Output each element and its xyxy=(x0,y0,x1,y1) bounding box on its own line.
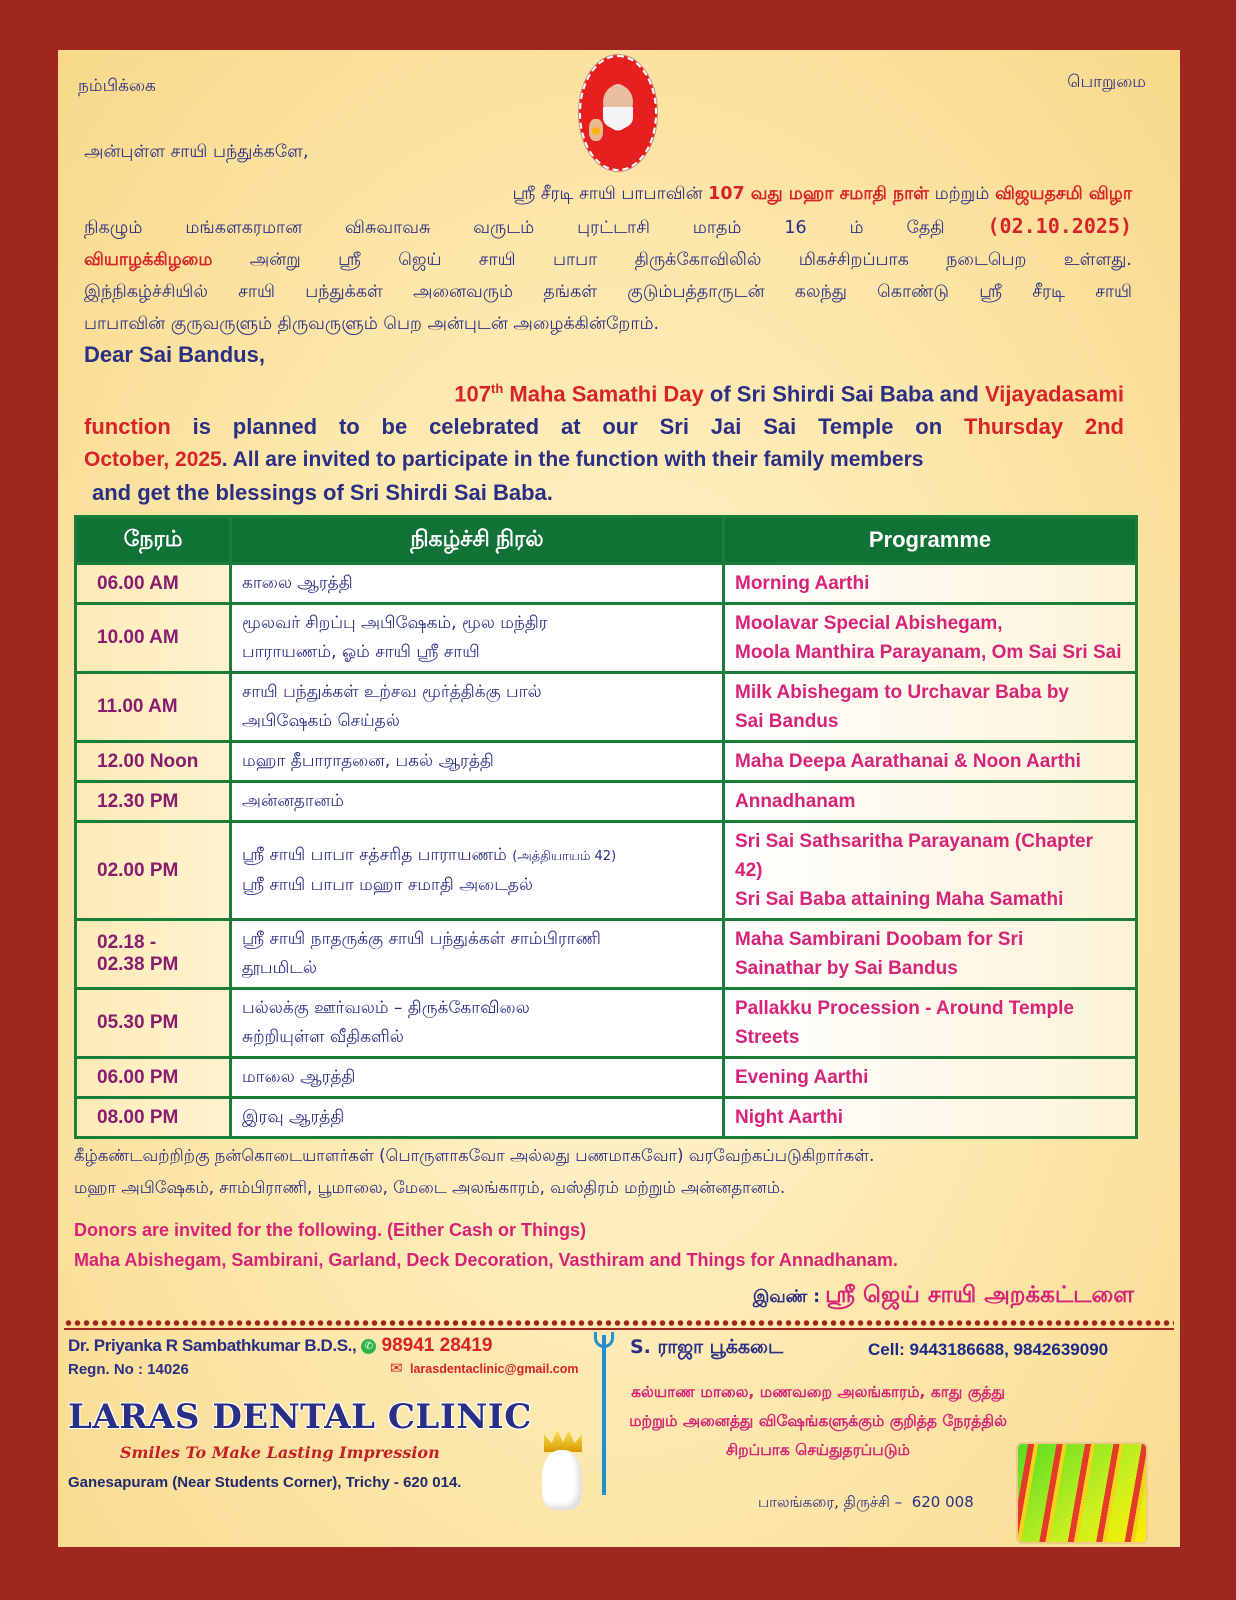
cell-english xyxy=(724,1058,1137,1098)
tooth-icon xyxy=(542,1450,582,1510)
cell-english-text: Moola Manthira Parayanam, Om Sai Sri Sai xyxy=(735,642,1122,663)
table-row xyxy=(76,989,1137,1058)
cell-english-line xyxy=(735,707,1125,736)
clinic-regn-row xyxy=(68,1357,598,1383)
cell-tamil-line xyxy=(242,678,712,707)
cell-english-text: Milk Abishegam to Urchavar Baba by xyxy=(735,682,1070,703)
tamil-date: (02.10.2025) xyxy=(987,214,1132,238)
clinic-address: Ganesapuram (Near Students Corner), Trichy - 620 014. xyxy=(68,1474,462,1491)
cell-english-line xyxy=(735,569,1125,598)
cell-english-text: Moolavar Special Abishegam, xyxy=(735,613,1003,634)
table-row xyxy=(76,564,1137,604)
cell-tamil xyxy=(231,989,724,1058)
cell-tamil-text: ஸ்ரீ சாயி பாபா மஹா சமாதி அடைதல் xyxy=(242,875,533,895)
cell-english-line xyxy=(735,1063,1125,1092)
florist-name: S. ராஜா பூக்கடை xyxy=(630,1336,784,1358)
cell-english-line xyxy=(735,609,1125,638)
donors-english-2: Maha Abishegam, Sambirani, Garland, Deck Decoration, Vasthiram and Things for Annadhanam. xyxy=(74,1250,898,1270)
english-l2-a: function xyxy=(84,414,171,440)
english-l2-c: Thursday 2nd xyxy=(964,414,1125,440)
clinic-phone[interactable]: 98941 28419 xyxy=(381,1335,493,1356)
cell-english-text: Morning Aarthi xyxy=(735,573,870,594)
cell-english-text: Annadhanam xyxy=(735,791,856,812)
cell-english xyxy=(724,673,1137,742)
cell-time-line xyxy=(97,860,219,882)
cell-tamil-line xyxy=(242,609,712,638)
cell-tamil xyxy=(231,1098,724,1138)
tamil-line-4: இந்நிகழ்ச்சியில் சாயி பந்துக்கள் அனைவரும் தங்கள் குடும்பத்தாருடன் கலந்து கொண்டு ஸ்ரீ சீரடி சாயி xyxy=(84,282,1132,302)
cell-tamil-line xyxy=(242,1023,712,1052)
clinic-tagline: Smiles To Make Lasting Impression xyxy=(120,1443,440,1462)
english-line-2 xyxy=(84,410,1124,443)
tamil-line-1 xyxy=(84,178,1132,210)
cell-time-text: 02.18 - xyxy=(97,932,157,953)
cell-english xyxy=(724,604,1137,673)
cell-tamil-line xyxy=(242,747,712,776)
florist-cell[interactable]: Cell: 9443186688, 9842639090 xyxy=(868,1340,1109,1359)
table-row xyxy=(76,920,1137,989)
cell-tamil-text: பாராயணம், ஓம் சாயி ஸ்ரீ சாயி xyxy=(242,642,480,662)
cell-english-text: Sri Sai Sathsaritha Parayanam (Chapter 42) xyxy=(735,831,1093,881)
garland-image xyxy=(1016,1442,1148,1544)
donors-english-1: Donors are invited for the following. (Either Cash or Things) xyxy=(74,1220,587,1240)
tamil-day: வியாழக்கிழமை xyxy=(84,250,213,270)
cell-time-line xyxy=(97,1107,219,1129)
cell-time-line xyxy=(97,954,219,976)
english-greeting: Dear Sai Bandus, xyxy=(84,342,265,367)
tamil-line-3 xyxy=(84,244,1132,276)
cell-time xyxy=(76,989,231,1058)
cell-tamil xyxy=(231,604,724,673)
table-row xyxy=(76,822,1137,920)
cell-english xyxy=(724,989,1137,1058)
english-ordinal-suffix: th xyxy=(491,381,504,396)
cell-tamil-line xyxy=(242,871,712,900)
cell-time-text: 02.00 PM xyxy=(97,859,179,881)
header-time: நேரம் xyxy=(76,517,231,564)
cell-time-text: 02.38 PM xyxy=(97,954,179,975)
cell-time-line xyxy=(97,751,219,773)
signature-org: ஸ்ரீ ஜெய் சாயி அறக்கட்டளை xyxy=(825,1282,1134,1308)
cell-tamil-line xyxy=(242,925,712,954)
cell-tamil-text: அபிஷேகம் செய்தல் xyxy=(242,711,400,731)
tamil-l2-a: நிகழும் மங்களகரமான விசுவாவசு வருடம் புரட்டாசி மாதம் 16 ம் தேதி xyxy=(84,218,988,238)
cell-tamil-text: மூலவர் சிறப்பு அபிஷேகம், மூல மந்திர xyxy=(242,613,548,633)
cell-time-text: 08.00 PM xyxy=(97,1106,179,1128)
cell-english xyxy=(724,1098,1137,1138)
chapter-note: (அத்தியாயம் 42) xyxy=(512,849,617,864)
cell-tamil xyxy=(231,920,724,989)
donors-tamil xyxy=(74,1140,874,1204)
cell-tamil-text: சாயி பந்துக்கள் உற்சவ மூர்த்திக்கு பால் xyxy=(242,682,542,702)
clinic-doctor-row xyxy=(68,1335,598,1357)
english-line-4: and get the blessings of Sri Shirdi Sai Baba. xyxy=(92,480,553,506)
cell-time-line xyxy=(97,1012,219,1034)
cell-tamil xyxy=(231,782,724,822)
cell-time-line xyxy=(97,573,219,595)
cell-tamil-line xyxy=(242,994,712,1023)
english-l1-d: Vijayadasami xyxy=(984,381,1124,407)
tamil-line-2 xyxy=(84,210,1132,244)
cell-tamil-text: ஸ்ரீ சாயி பாபா சத்சரித பாராயணம் xyxy=(242,845,507,865)
cell-tamil-text: தூபமிடல் xyxy=(242,958,317,978)
tamil-greeting: அன்புள்ள சாயி பந்துக்களே, xyxy=(84,142,309,162)
cell-tamil-text: மாலை ஆரத்தி xyxy=(242,1067,356,1087)
header-right-word: பொறுமை xyxy=(1067,72,1146,92)
cell-tamil-text: பல்லக்கு ஊர்வலம் – திருக்கோவிலை xyxy=(242,998,530,1018)
cell-english xyxy=(724,782,1137,822)
cell-time xyxy=(76,1058,231,1098)
cell-english-line xyxy=(735,925,1125,954)
cell-tamil-text: மஹா தீபாராதனை, பகல் ஆரத்தி xyxy=(242,751,494,771)
cell-tamil-text: அன்னதானம் xyxy=(242,791,344,811)
cell-english-line xyxy=(735,787,1125,816)
english-line-3 xyxy=(84,443,1124,476)
clinic-regn: Regn. No : 14026 xyxy=(68,1361,189,1378)
florist-services xyxy=(618,1378,1018,1465)
cell-tamil-line xyxy=(242,1103,712,1132)
portrait-glow xyxy=(592,127,600,135)
cell-tamil xyxy=(231,822,724,920)
florist-line-2: மற்றும் அனைத்து விஷேங்களுக்கும் குறித்த நேரத்தில் xyxy=(629,1412,1007,1430)
cell-time xyxy=(76,564,231,604)
cell-tamil-line xyxy=(242,954,712,983)
cell-english-line xyxy=(735,994,1125,1023)
cell-tamil-text: ஸ்ரீ சாயி நாதருக்கு சாயி பந்துக்கள் சாம்பிராணி xyxy=(242,929,601,949)
cell-english xyxy=(724,822,1137,920)
portrait-beard xyxy=(603,107,633,129)
cell-tamil-text: காலை ஆரத்தி xyxy=(242,573,353,593)
cell-time-text: 06.00 AM xyxy=(97,572,179,594)
cell-english-text: Sainathar by Sai Bandus xyxy=(735,958,958,979)
cell-english-line xyxy=(735,954,1125,983)
tamil-l1-d: விஜயதசமி விழா xyxy=(994,184,1132,204)
english-line-1 xyxy=(84,372,1124,410)
florist-address: பாலங்கரை, திருச்சி – 620 008 xyxy=(758,1493,974,1511)
cell-english-text: Sai Bandus xyxy=(735,711,839,732)
mail-icon: ✉ xyxy=(390,1359,403,1377)
english-ordinal: 107 xyxy=(454,381,491,407)
cell-tamil-line xyxy=(242,787,712,816)
donors-english xyxy=(74,1215,898,1275)
cell-time xyxy=(76,742,231,782)
tamil-l1-a: ஸ்ரீ சீரடி சாயி பாபாவின் xyxy=(512,184,709,204)
cell-time xyxy=(76,673,231,742)
invitation-panel xyxy=(58,50,1180,1547)
cell-time-text: 10.00 AM xyxy=(97,627,179,648)
cell-time-text: 11.00 AM xyxy=(97,696,178,717)
clinic-ad xyxy=(68,1335,598,1491)
cell-english xyxy=(724,742,1137,782)
florist-line-1: கல்யாண மாலை, மணவறை அலங்காரம், காது குத்து xyxy=(631,1383,1005,1401)
cell-tamil xyxy=(231,1058,724,1098)
tamil-l1-b: 107 வது மஹா சமாதி நாள் xyxy=(708,184,930,204)
cell-time xyxy=(76,822,231,920)
florist-line-3: சிறப்பாக செய்துதரப்படும் xyxy=(725,1441,911,1459)
cell-time xyxy=(76,604,231,673)
cell-english-line xyxy=(735,678,1125,707)
cell-tamil-text: இரவு ஆரத்தி xyxy=(242,1107,345,1127)
tamil-l1-c: மற்றும் xyxy=(929,184,995,204)
english-l3-a: October, 2025 xyxy=(84,448,222,472)
english-l1-c: of Sri Shirdi Sai Baba and xyxy=(703,381,985,407)
header-left-word: நம்பிக்கை xyxy=(78,76,156,96)
cell-english-text: Maha Sambirani Doobam for Sri xyxy=(735,929,1024,950)
programme-table xyxy=(74,515,1138,1139)
header-tamil-programme: நிகழ்ச்சி நிரல் xyxy=(231,517,724,564)
donors-tamil-1: கீழ்கண்டவற்றிற்கு நன்கொடையாளர்கள் (பொருளாகவோ அல்லது பணமாகவோ) வரவேற்கப்படுகிறார்கள். xyxy=(74,1146,875,1165)
english-l2-b: is planned to be celebrated at our Sri Jai Sai Temple on xyxy=(170,414,965,440)
cell-time-line xyxy=(97,791,219,813)
cell-time xyxy=(76,782,231,822)
header-programme: Programme xyxy=(724,517,1137,564)
english-l3-b: . All are invited to participate in the function with their family members xyxy=(221,448,924,472)
cell-tamil-text: சுற்றியுள்ள வீதிகளில் xyxy=(242,1027,404,1047)
cell-tamil-line xyxy=(242,569,712,598)
tamil-line-5: பாபாவின் குருவருளும் திருவருளும் பெற அன்புடன் அழைக்கின்றோம். xyxy=(84,314,660,334)
clinic-email[interactable]: larasdentaclinic@gmail.com xyxy=(410,1362,579,1376)
cell-tamil xyxy=(231,673,724,742)
lamp-top-icon xyxy=(594,1332,614,1348)
cell-tamil-line xyxy=(242,707,712,736)
cell-tamil-line xyxy=(242,841,712,871)
cell-english-line xyxy=(735,827,1125,885)
cell-english-line xyxy=(735,638,1125,667)
table-row xyxy=(76,1058,1137,1098)
table-header-row xyxy=(76,517,1137,564)
cell-time xyxy=(76,920,231,989)
table-row xyxy=(76,604,1137,673)
cell-english-text: Night Aarthi xyxy=(735,1107,844,1128)
cell-english-line xyxy=(735,1023,1125,1052)
cell-tamil xyxy=(231,742,724,782)
cell-english-text: Pallakku Procession - Around Temple xyxy=(735,998,1074,1019)
donors-tamil-2: மஹா அபிஷேகம், சாம்பிராணி, பூமாலை, மேடை அலங்காரம், வஸ்திரம் மற்றும் அன்னதானம். xyxy=(74,1178,786,1197)
cell-english-text: Streets xyxy=(735,1027,800,1048)
tamil-invitation xyxy=(84,178,1132,340)
cell-time-text: 12.30 PM xyxy=(97,790,179,812)
table-row xyxy=(76,673,1137,742)
table-row xyxy=(76,1098,1137,1138)
cell-time-line xyxy=(97,932,219,954)
cell-time-line xyxy=(97,1067,219,1089)
cell-english-text: Evening Aarthi xyxy=(735,1067,869,1088)
cell-tamil-line xyxy=(242,638,712,667)
cell-english-text: Maha Deepa Aarathanai & Noon Aarthi xyxy=(735,751,1081,772)
cell-english xyxy=(724,920,1137,989)
cell-english-line xyxy=(735,1103,1125,1132)
cell-time-text: 05.30 PM xyxy=(97,1012,179,1033)
english-invitation xyxy=(84,372,1124,509)
cell-time-text: 06.00 PM xyxy=(97,1066,179,1088)
table-row xyxy=(76,782,1137,822)
cell-english-line xyxy=(735,747,1125,776)
clinic-name: LARAS DENTAL CLINIC xyxy=(68,1397,532,1437)
cell-english-line xyxy=(735,885,1125,914)
sai-baba-portrait-icon xyxy=(579,55,657,171)
lamp-divider-icon xyxy=(602,1335,606,1495)
divider-dotted xyxy=(64,1318,1174,1330)
clinic-doctor: Dr. Priyanka R Sambathkumar B.D.S., xyxy=(68,1336,357,1355)
cell-tamil-line xyxy=(242,1063,712,1092)
cell-time-line xyxy=(97,627,219,649)
signature xyxy=(753,1282,1134,1311)
tamil-l3-b: அன்று ஸ்ரீ ஜெய் சாயி பாபா திருக்கோவிலில் மிகச்சிறப்பாக நடைபெற உள்ளது. xyxy=(212,250,1132,270)
cell-english xyxy=(724,564,1137,604)
table-row xyxy=(76,742,1137,782)
english-l1-b: Maha Samathi Day xyxy=(503,381,704,407)
whatsapp-icon: ✆ xyxy=(361,1339,376,1354)
cell-time xyxy=(76,1098,231,1138)
florist-header xyxy=(630,1336,783,1361)
signature-label: இவண் : xyxy=(752,1287,821,1307)
cell-tamil xyxy=(231,564,724,604)
cell-time-text: 12.00 Noon xyxy=(97,750,199,772)
cell-time-line xyxy=(97,696,219,718)
cell-english-text: Sri Sai Baba attaining Maha Samathi xyxy=(735,889,1064,910)
